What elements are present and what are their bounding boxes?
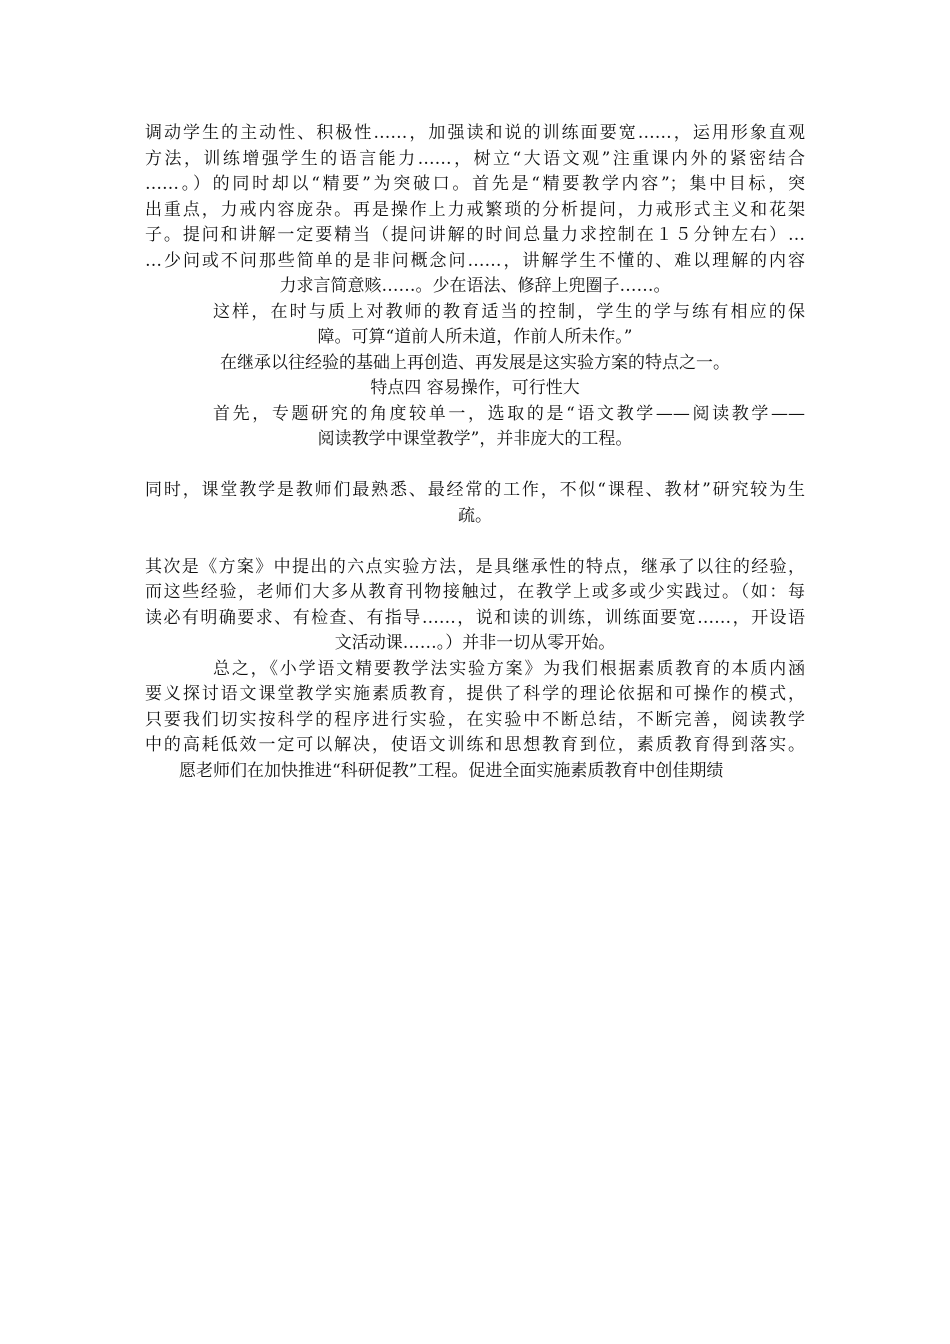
- paragraph-line: 文活动课……。）并非一切从零开始。: [334, 633, 616, 653]
- paragraph-line: 首先，专题研究的角度较单一，选取的是“语文教学——阅读教学——: [213, 403, 805, 424]
- paragraph-line: 阅读教学中课堂教学”，并非庞大的工程。: [317, 429, 633, 449]
- paragraph-line: 方法，训练增强学生的语言能力……，树立“大语文观”注重课内外的紧密结合: [145, 148, 805, 169]
- paragraph-line: 调动学生的主动性、积极性……，加强读和说的训练面要宽……，运用形象直观: [145, 123, 805, 143]
- paragraph-line: 力求言简意赅……。少在语法、修辞上兜圈子……。: [279, 276, 671, 296]
- paragraph-line: 只要我们切实按科学的程序进行实验，在实验中不断总结，不断完善，阅读教学: [145, 709, 805, 730]
- blank-line: [145, 529, 805, 555]
- paragraph-line: ……。）的同时却以“精要”为突破口。首先是“精要教学内容”；集中目标，突: [145, 174, 805, 194]
- paragraph-line: 中的高耗低效一定可以解决，使语文训练和思想教育到位，素质教育得到落实。: [145, 735, 805, 755]
- paragraph-line: 要义探讨语文课堂教学实施素质教育，提供了科学的理论依据和可操作的模式，: [145, 684, 805, 704]
- section-heading: 特点四 容易操作，可行性大: [370, 378, 580, 398]
- paragraph-line: …少问或不问那些简单的是非问概念问……，讲解学生不懂的、难以理解的内容: [145, 250, 805, 271]
- paragraph-line: 子。提问和讲解一定要精当（提问讲解的时间总量力求控制在１５分钟左右）…: [145, 225, 805, 245]
- paragraph-line: 其次是《方案》中提出的六点实验方法，是具继承性的特点，继承了以往的经验，: [145, 556, 805, 577]
- paragraph-line: 这样，在时与质上对教师的教育适当的控制，学生的学与练有相应的保: [213, 301, 805, 322]
- blank-line: [145, 453, 805, 479]
- paragraph-line: 而这些经验，老师们大多从教育刊物接触过，在教学上或多或少实践过。（如：每: [145, 582, 805, 602]
- paragraph-line: 在继承以往经验的基础上再创造、再发展是这实验方案的特点之一。: [220, 352, 730, 373]
- paragraph-line: 愿老师们在加快推进“科研促教”工程。促进全面实施素质教育中创佳期绩: [179, 760, 724, 781]
- paragraph-line: 总之，《小学语文精要教学法实验方案》为我们根据素质教育的本质内涵: [213, 658, 805, 679]
- paragraph-line: 障。可算“道前人所未道，作前人所未作。”: [317, 327, 633, 347]
- paragraph-line: 读必有明确要求、有检查、有指导……，说和读的训练，训练面要宽……，开设语: [145, 607, 805, 628]
- paragraph-line: 疏。: [458, 505, 492, 526]
- paragraph-line: 同时，课堂教学是教师们最熟悉、最经常的工作，不似“课程、教材”研究较为生: [145, 480, 805, 500]
- paragraph-line: 出重点，力戒内容庞杂。再是操作上力戒繁琐的分析提问，力戒形式主义和花架: [145, 199, 805, 220]
- document-body: [145, 121, 805, 784]
